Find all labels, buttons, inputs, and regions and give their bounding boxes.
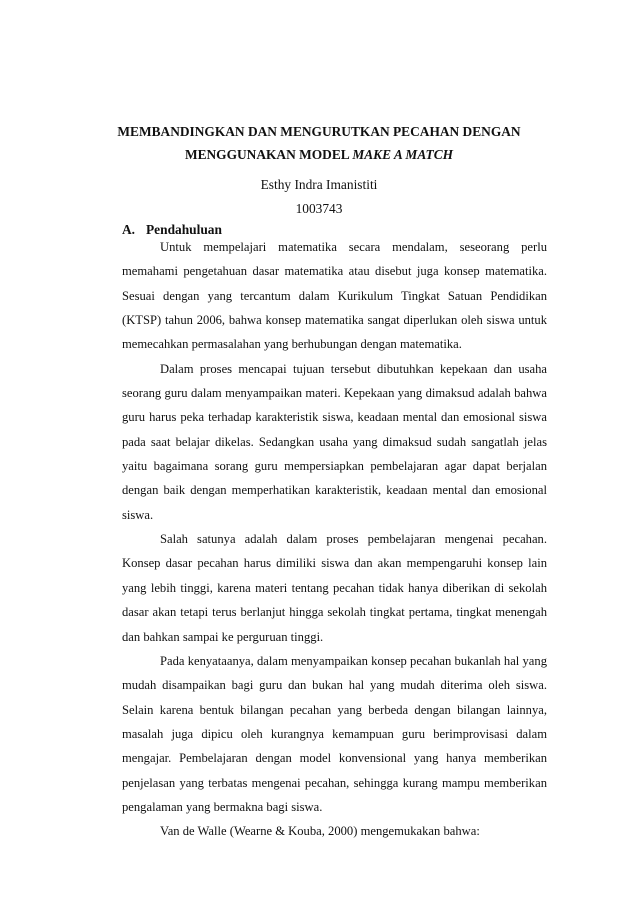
paragraph: Pada kenyataanya, dalam menyampaikan konsep pecahan bukanlah hal yang mudah disampaikan bagi guru dan bukan hal yang mudah diterima oleh siswa. Selain karena bentuk bilangan pecahan yang berbeda dengan bilangan lainnya, masalah juga dipicu oleh kurangnya kemampuan guru berimprovisasi dalam mengajar. Pembelajaran dengan model konvensional yang hanya memberikan penjelasan yang terbatas mengenai pecahan, sehingga kurang mampu memberikan pengalaman yang bermakna bagi siswa.: [122, 653, 547, 814]
paragraph: Untuk mempelajari matematika secara mendalam, seseorang perlu memahami pengetahuan dasar matematika atau disebut juga konsep matematika. Sesuai dengan yang tercantum dalam Kurikulum Tingkat Satuan Pendidikan (KTSP) tahun 2006, bahwa konsep matematika sangat diperlukan oleh siswa untuk memecahkan permasalahan yang berhubungan dengan matematika.: [122, 240, 547, 352]
paragraph: Van de Walle (Wearne & Kouba, 2000) mengemukakan bahwa:: [160, 824, 480, 839]
section-title: Pendahuluan: [146, 222, 222, 237]
body-text: [122, 235, 547, 844]
document-title-line-2-text: MENGGUNAKAN MODEL: [184, 147, 353, 162]
document-title-line-2: [0, 147, 638, 163]
student-id: 1003743: [295, 201, 343, 216]
section-number: A.: [122, 222, 136, 237]
document-title-line-1: MEMBANDINGKAN DAN MENGURUTKAN PECAHAN DENGAN: [117, 124, 521, 139]
document-title-model-name: MAKE A MATCH: [352, 147, 454, 162]
paragraph: Salah satunya adalah dalam proses pembelajaran mengenai pecahan. Konsep dasar pecahan harus dimiliki siswa dan akan mempengaruhi konsep lain yang lebih tinggi, karena materi tentang pecahan tidak hanya diberikan di sekolah dasar akan tetapi terus berlanjut hingga sekolah tingkat pertama, tingkat menengah dan bahkan sampai ke perguruan tinggi.: [122, 532, 547, 644]
paragraph: Dalam proses mencapai tujuan tersebut dibutuhkan kepekaan dan usaha seorang guru dalam menyampaikan materi. Kepekaan yang dimaksud adalah bahwa guru harus peka terhadap karakteristik siswa, keadaan mental dan emosional siswa pada saat belajar dikelas. Sedangkan usaha yang dimaksud sudah sangatlah jelas yaitu bagaimana sorang guru mempersiapkan pembelajaran agar dapat berjalan dengan baik dengan memperhatikan karakteristik, keadaan mental dan emosional siswa.: [122, 361, 547, 522]
author-name: Esthy Indra Imanistiti: [260, 177, 378, 192]
